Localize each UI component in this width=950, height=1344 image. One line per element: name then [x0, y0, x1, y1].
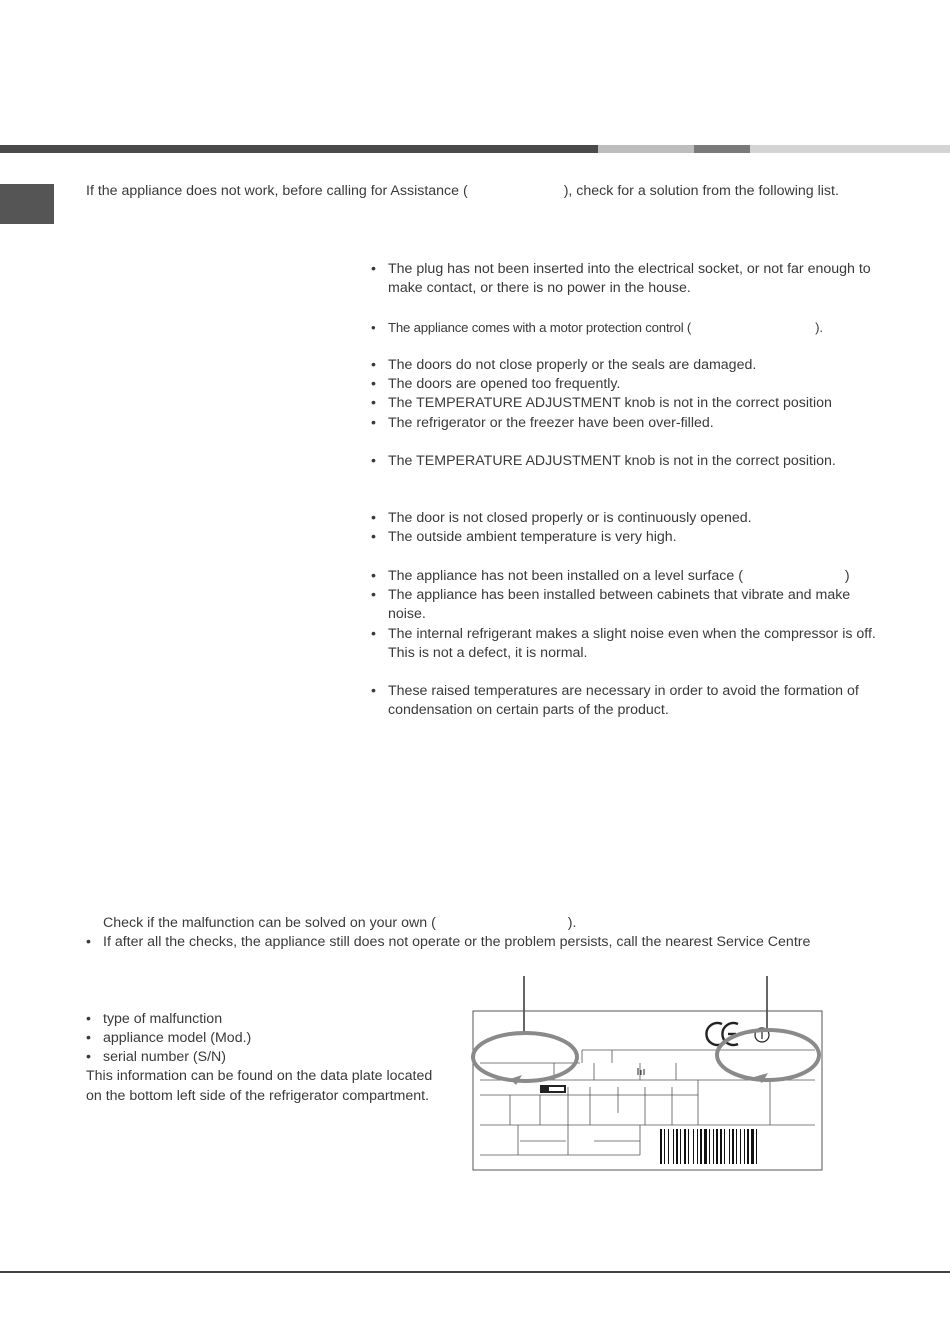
- plate-grid: [480, 1050, 815, 1155]
- intro-text: [86, 182, 839, 200]
- call-service-line: • If after all the checks, the appliance still does not operate or the problem persists, call the nearest Service Centre: [86, 934, 811, 950]
- solution-item: • The plug has not been inserted into the electrical socket, or not far enough to make contact, or there is no power in the house.: [370, 260, 890, 298]
- plate-mark-icon: [638, 1068, 644, 1075]
- header-bar-dark: [0, 145, 598, 153]
- solution-item: • The doors do not close properly or the seals are damaged.: [370, 356, 890, 375]
- info-item: • type of malfunction: [86, 1011, 223, 1027]
- info-item: • appliance model (Mod.): [86, 1030, 252, 1046]
- solution-item: • The appliance comes with a motor protection control ( ).: [370, 318, 890, 337]
- data-plate-illustration: [470, 975, 826, 1175]
- solution-item: • The internal refrigerant makes a slight noise even when the compressor is off. This is not a defect, it is normal.: [370, 625, 890, 663]
- solution-item: • These raised temperatures are necessary in order to avoid the formation of condensation on certain parts of the product.: [370, 682, 890, 720]
- solution-item: • The door is not closed properly or is continuously opened.: [370, 509, 890, 528]
- solution-group-2: [370, 318, 890, 337]
- solution-group-1: [370, 260, 890, 298]
- solution-item: • The outside ambient temperature is very high.: [370, 528, 890, 547]
- solution-item: • The doors are opened too frequently.: [370, 375, 890, 394]
- solution-item: • The appliance has been installed between cabinets that vibrate and make noise.: [370, 586, 890, 624]
- check-line: Check if the malfunction can be solved on your own ( ).: [103, 915, 577, 931]
- solution-group-7: [370, 682, 890, 720]
- section-tab: [0, 184, 54, 224]
- solution-item: • The TEMPERATURE ADJUSTMENT knob is not in the correct position.: [370, 452, 890, 471]
- plate-info-line-1: This information can be found on the data plate located: [86, 1068, 433, 1084]
- header-bar-light-end: [750, 145, 950, 153]
- highlight-ring-model: [473, 1033, 577, 1081]
- intro-before: If the appliance does not work, before calling for Assistance (: [86, 183, 468, 199]
- solution-group-4: [370, 452, 890, 471]
- solution-item: • The refrigerator or the freezer have been over-filled.: [370, 414, 890, 433]
- solution-group-6: [370, 567, 890, 663]
- header-bar-light: [598, 145, 694, 153]
- solution-group-5: [370, 509, 890, 547]
- solution-group-3: [370, 356, 890, 433]
- barcode: [660, 1129, 757, 1164]
- solution-item: • The TEMPERATURE ADJUSTMENT knob is not in the correct position: [370, 394, 890, 413]
- plate-info-line-2: on the bottom left side of the refrigerator compartment.: [86, 1088, 430, 1104]
- footer-rule: [0, 1271, 950, 1273]
- header-bar-mid: [694, 145, 750, 153]
- intro-after: ), check for a solution from the following list.: [563, 183, 839, 199]
- solution-item: • The appliance has not been installed on a level surface ( ): [370, 567, 890, 586]
- info-item: • serial number (S/N): [86, 1049, 226, 1065]
